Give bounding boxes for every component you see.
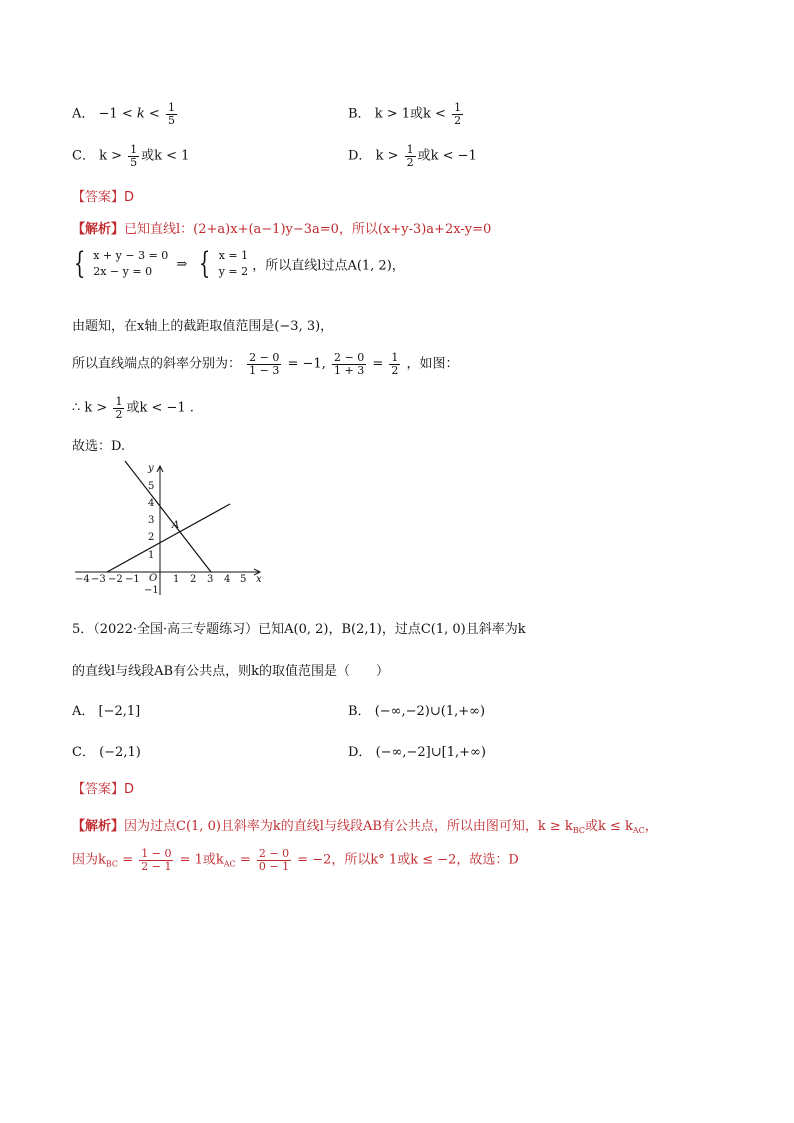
y-tick-label: 5 — [148, 481, 155, 492]
y-tick-label: 1 — [148, 550, 155, 561]
q5-option-a: A． [−2,1] — [72, 704, 141, 719]
q5-option-d: D． (−∞,−2]∪[1,+∞) — [348, 745, 486, 760]
q5-stem-line1: 5．（2022·全国·高三专题练习）已知A(0, 2)，B(2,1)，过点C(1, 0)且斜率为k — [72, 622, 526, 637]
origin-label: O — [149, 573, 158, 584]
q5-answer: 【答案】D — [72, 782, 135, 797]
q4-option-a: A． −1 < k < $\frac{1}{5}$ — [72, 101, 175, 127]
x-tick-label: −3 — [91, 574, 106, 585]
x-tick-label: −4 — [75, 574, 90, 585]
q4-option-b: B． k > 1或k < $\frac{1}{2}$ — [348, 101, 462, 127]
x-tick-label: −1 — [125, 574, 140, 585]
q5-option-b: B． (−∞,−2)∪(1,+∞) — [348, 704, 486, 719]
x-tick-label: 2 — [190, 574, 197, 585]
x-tick-label: 1 — [173, 574, 180, 585]
q4-equation-system: { x + y − 3 = 0 2x − y = 0 ⇒ { x = 1 y = 2 ，所以直线l过点A(1, 2)， — [73, 246, 405, 281]
y-tick-label: 3 — [148, 515, 155, 526]
q4-option-c: C． k > $\frac{1}{5}$ 或k < 1 — [72, 143, 190, 169]
q4-choose: 故选：D. — [72, 439, 126, 454]
q4-option-d: D． k > $\frac{1}{2}$ 或k < −1 — [348, 143, 477, 169]
q5-analysis-line1: 【解析】因为过点C(1, 0)且斜率为k的直线l与线段AB有公共点，所以由图可知，$k \ge k_{BC}$或$k \le k_{AC}$， — [72, 819, 658, 835]
point-a-label: A — [172, 520, 180, 531]
y-tick-label: −1 — [144, 585, 159, 596]
y-axis-label: y — [148, 463, 154, 474]
x-tick-label: 3 — [207, 574, 214, 585]
q4-answer: 【答案】D — [72, 190, 135, 205]
q5-stem-line2: 的直线l与线段AB有公共点，则k的取值范围是（ ） — [72, 664, 389, 679]
q4-analysis-line1: 【解析】已知直线l：(2+a)x+(a−1)y−3a=0，所以(x+y-3)a+2x-y=0 — [72, 222, 492, 237]
y-tick-label: 2 — [148, 532, 155, 543]
q4-conclusion: ∴ k > $\frac{1}{2}$ 或k < −1 . — [72, 395, 194, 421]
x-tick-label: −2 — [108, 574, 123, 585]
q5-option-c: C． (−2,1) — [72, 745, 141, 760]
q4-intercept-line: 由题知，在x轴上的截距取值范围是(−3, 3)， — [72, 319, 334, 334]
q5-analysis-line2: 因为$k_{BC}$ = $\frac{1 - 0}{2 - 1}$ = 1或$k_{AC}$ = $\frac{2 - 0}{0 - 1}$ = −2，所以k° 1或k ≤ −2，故选：D — [72, 847, 519, 873]
x-axis-label: x — [256, 574, 262, 585]
coordinate-graph — [70, 460, 270, 600]
line-ascending — [107, 504, 230, 572]
q4-slope-line: 所以直线端点的斜率分别为： $\frac{2 - 0}{1 - 3}$ = −1, $\frac{2 - 0}{1 + 3}$ = $\frac{1}{2}$ ，如图： — [72, 351, 459, 377]
x-tick-label: 5 — [240, 574, 247, 585]
y-tick-label: 4 — [148, 498, 155, 509]
x-tick-label: 4 — [224, 574, 231, 585]
